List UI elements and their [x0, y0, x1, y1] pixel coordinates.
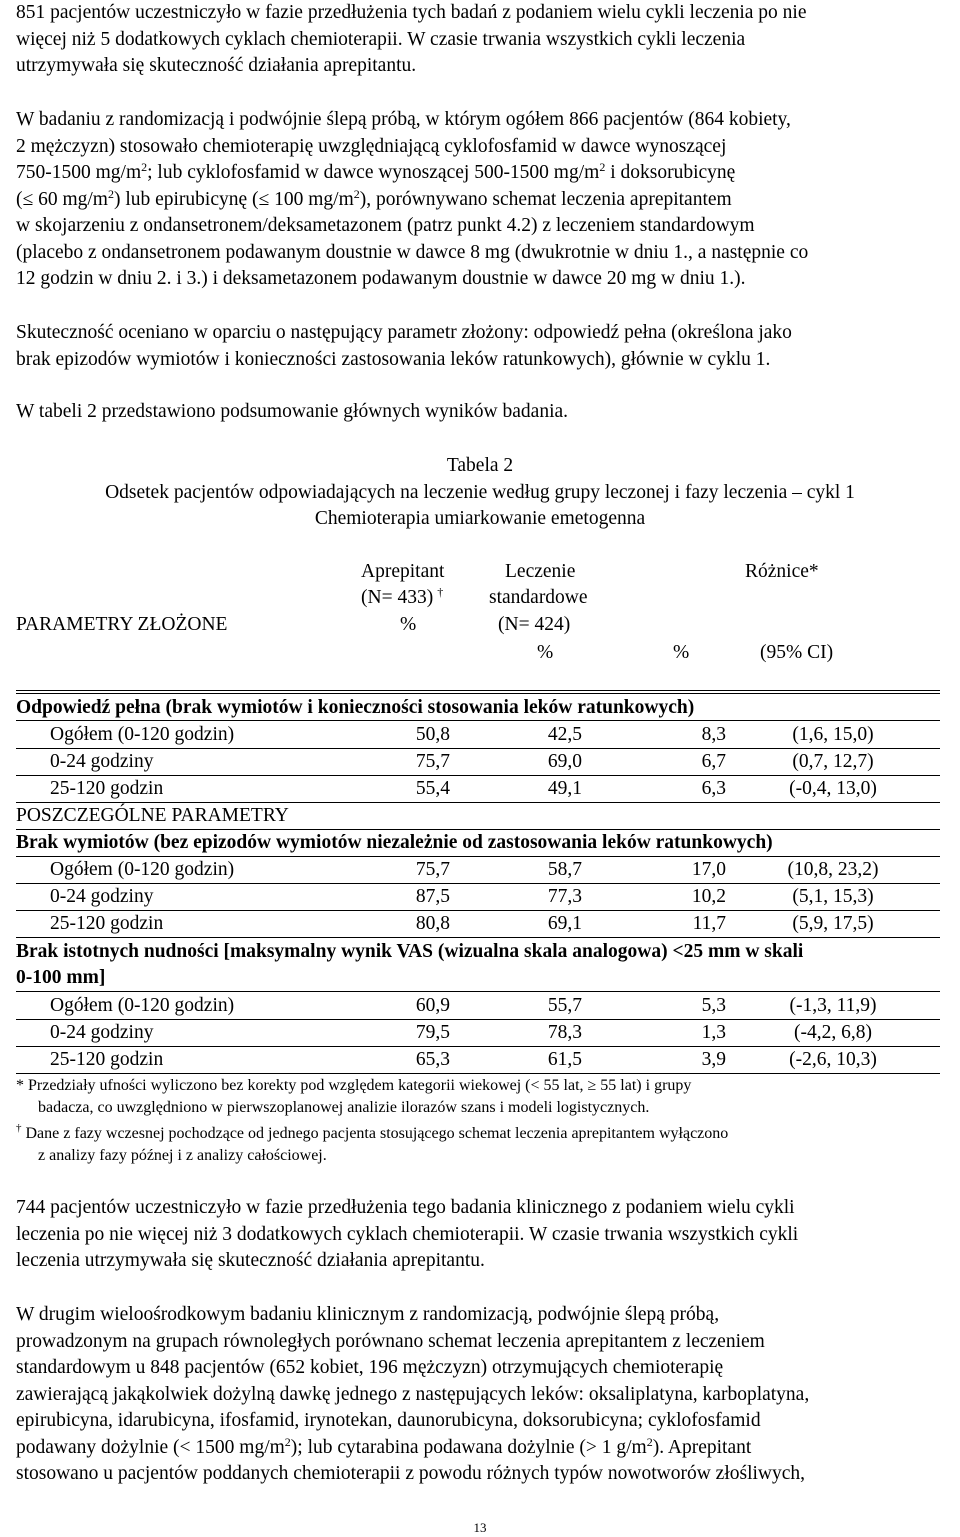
text-line-dose: 750-1500 $mg/m^2$; lub cyklofosfamid w dawce wynoszącej 500-1500 $mg/m^2$ i doksorubicynę	[16, 160, 736, 183]
table-row: 0-24 godziny 79,5 78,3 1,3 (-4,2, 6,8)	[50, 1022, 872, 1043]
header-standard-pct: %	[537, 642, 554, 663]
section-individual-parameters: POSZCZEGÓLNE PARAMETRY	[16, 805, 289, 826]
text-line: zawierającą jakąkolwiek dożylną dawkę jednego z następujących leków: oksaliplatyna, karboplatyna,	[16, 1383, 810, 1405]
table-rule	[16, 1073, 940, 1074]
header-difference: Różnice*	[745, 561, 819, 582]
table-row: 0-24 godziny 75,7 69,0 6,7 (0,7, 12,7)	[50, 751, 874, 772]
paragraph-table-intro	[16, 399, 946, 426]
paragraph-efficacy-parameter	[16, 320, 946, 373]
paragraph-second-study	[16, 1302, 946, 1488]
table-rule	[16, 693, 940, 694]
table-title: Odsetek pacjentów odpowiadających na leczenie według grupy leczonej i fazy leczenia – cykl 1	[105, 482, 855, 503]
text-line: z analizy fazy późnej i z analizy całościowej.	[38, 1147, 327, 1164]
paragraph-extension-phase-1	[16, 0, 946, 80]
text-line: standardowym u 848 pacjentów (652 kobiet, 196 mężczyzn) otrzymujących chemioterapię	[16, 1357, 724, 1378]
section-complete-response: Odpowiedź pełna (brak wymiotów i konieczności stosowania leków ratunkowych)	[16, 697, 695, 718]
text-line: * Przedziały ufności wyliczono bez korekty pod względem kategorii wiekowej (< 55 lat, ≥ 55 lat) i grupy	[16, 1077, 692, 1094]
section-no-nausea: Brak istotnych nudności [maksymalny wynik VAS (wizualna skala analogowa) <25 mm w skali	[16, 941, 804, 962]
header-difference-pct: %	[673, 642, 690, 663]
table-caption: Tabela 2	[446, 455, 514, 476]
text-line: W tabeli 2 przedstawiono podsumowanie głównych wyników badania.	[16, 401, 569, 422]
text-line: epirubicyna, idarubicyna, ifosfamid, irynotekan, daunorubicyna, doksorubicyna; cyklofosfamid	[16, 1410, 761, 1431]
text-line: leczenia utrzymywała się skuteczność działania aprepitantu.	[16, 1250, 485, 1271]
text-line-dose: (≤ 60 $mg/m^2$) lub epirubicynę (≤ 100 $mg/m^2$), porównywano schemat leczenia aprepitantem	[16, 186, 732, 210]
header-composite-parameters: PARAMETRY ZŁOŻONE	[16, 614, 228, 635]
paragraph-study-description	[16, 107, 946, 293]
table-row: 25-120 godzin 65,3 61,5 3,9 (-2,6, 10,3)	[50, 1049, 877, 1070]
header-aprepitant-pct: %	[400, 614, 417, 635]
header-aprepitant-n: (N= 433) †	[361, 585, 444, 608]
text-line: więcej niż 5 dodatkowych cyklach chemioterapii. W czasie trwania wszystkich cykli leczenia	[16, 28, 746, 50]
page-number: 13	[473, 1520, 487, 1535]
text-line: † Dane z fazy wczesnej pochodzące od jednego pacjenta stosującego schemat leczenia aprepitantem wyłączono	[16, 1122, 729, 1142]
table-rule	[16, 937, 940, 938]
section-no-nausea-cont: 0-100 mm]	[16, 967, 106, 988]
text-line: Skuteczność oceniano w oparciu o następujący parametr złożony: odpowiedź pełna (określona jako	[16, 322, 792, 343]
table-row: Ogółem (0-120 godzin) 50,8 42,5 8,3 (1,6, 15,0)	[50, 724, 874, 745]
table-row: 0-24 godziny 87,5 77,3 10,2 (5,1, 15,3)	[50, 886, 874, 907]
header-ci: (95% CI)	[760, 642, 834, 663]
text-line: w skojarzeniu z ondansetronem/deksametazonem (patrz punkt 4.2) z leczeniem standardowym	[16, 215, 755, 236]
header-standard: Leczenie	[505, 561, 576, 582]
header-standard-n: (N= 424)	[498, 614, 571, 635]
table-row: 25-120 godzin 55,4 49,1 6,3 (-0,4, 13,0)	[50, 778, 877, 799]
table-subtitle: Chemioterapia umiarkowanie emetogenna	[314, 508, 646, 529]
table-rule	[16, 690, 940, 691]
text-line: 851 pacjentów uczestniczyło w fazie przedłużenia tych badań z podaniem wielu cykli leczenia po nie	[16, 2, 807, 23]
text-line: W badaniu z randomizacją i podwójnie ślepą próbą, w którym ogółem 866 pacjentów (864 kobiety,	[16, 109, 791, 130]
table-row: Ogółem (0-120 godzin) 60,9 55,7 5,3 (-1,3, 11,9)	[50, 995, 877, 1016]
header-standard-l2: standardowe	[489, 587, 588, 608]
table-rule	[16, 720, 940, 721]
text-line: prowadzonym na grupach równoległych porównano schemat leczenia aprepitantem z leczeniem	[16, 1330, 765, 1352]
table-footnote-ci	[16, 1075, 946, 1119]
text-line: badacza, co uwzględniono w pierwszoplanowej analizie ilorazów szans i modeli logistycznych.	[38, 1099, 650, 1116]
header-aprepitant: Aprepitant	[361, 561, 445, 582]
text-line: 12 godzin w dniu 2. i 3.) i deksametazonem podawanym doustnie w dawce 20 mg w dniu 1.).	[16, 268, 746, 289]
table-rule	[16, 991, 940, 992]
section-no-vomiting: Brak wymiotów (bez epizodów wymiotów niezależnie od zastosowania leków ratunkowych)	[16, 832, 773, 853]
text-line: utrzymywała się skuteczność działania aprepitantu.	[16, 55, 417, 76]
text-line: 744 pacjentów uczestniczyło w fazie przedłużenia tego badania klinicznego z podaniem wielu cykli	[16, 1197, 795, 1218]
text-line-dose: podawany dożylnie (< 1500 $mg/m^2$); lub cytarabina podawana dożylnie (> 1 $g/m^2$). Aprepitant	[16, 1434, 752, 1458]
text-line: (placebo z ondansetronem podawanym doustnie w dawce 8 mg (dwukrotnie w dniu 1., a następnie co	[16, 241, 809, 263]
text-line: W drugim wieloośrodkowym badaniu klinicznym z randomizacją, podwójnie ślepą próbą,	[16, 1304, 720, 1325]
paragraph-extension-phase-2	[16, 1195, 946, 1275]
text-line: brak epizodów wymiotów i konieczności zastosowania leków ratunkowych), głównie w cyklu 1.	[16, 348, 771, 370]
table-footnote-dagger	[16, 1123, 946, 1167]
table-row: 25-120 godzin 80,8 69,1 11,7 (5,9, 17,5)	[50, 913, 874, 934]
table-row: Ogółem (0-120 godzin) 75,7 58,7 17,0 (10,8, 23,2)	[50, 859, 879, 880]
text-line: stosowano u pacjentów poddanych chemioterapii z powodu różnych typów nowotworów złośliwych,	[16, 1463, 806, 1484]
text-line: leczenia po nie więcej niż 3 dodatkowych cyklach chemioterapii. W czasie trwania wszystkich cykli	[16, 1223, 799, 1245]
text-line: 2 mężczyzn) stosowało chemioterapię uwzględniającą cyklofosfamid w dawce wynoszącej	[16, 135, 727, 157]
